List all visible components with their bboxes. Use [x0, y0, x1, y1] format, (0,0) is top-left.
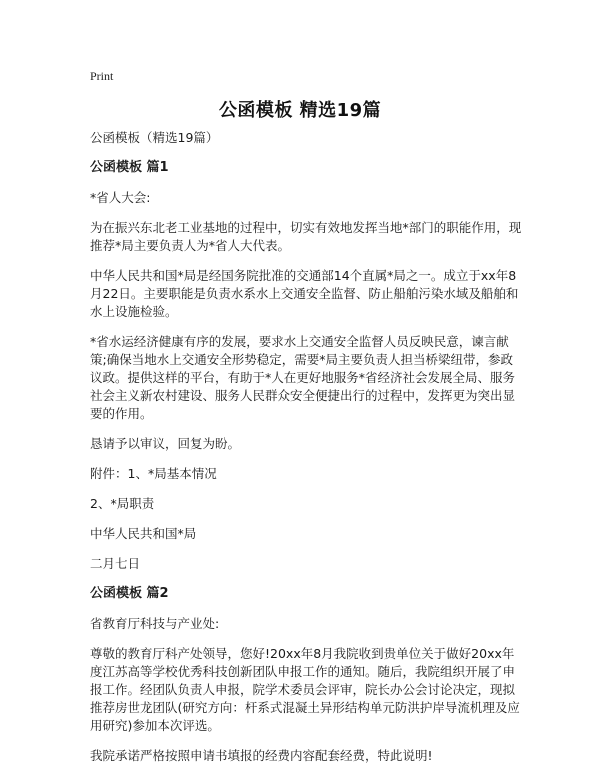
- paragraph: *省人大会:: [90, 190, 151, 205]
- print-label: Print: [90, 69, 114, 83]
- paragraph: 二月七日: [90, 556, 141, 571]
- paragraph: 附件：1、*局基本情况: [90, 466, 217, 481]
- paragraph: 尊敬的教育厅科产处领导，您好!20xx年8月我院收到贵单位关于做好20xx年度江苏高等学校优秀科技创新团队申报工作的通知。随后，我院组织开展了申报工作。经团队负责人申报，院学术委员会评审，院长办公会讨论决定，现拟推荐房世龙团队(研究方向：杆系式混凝土异形结构单元防洪护岸导流机理及应用研究)参加本次评选。: [90, 646, 520, 733]
- document-body: [90, 129, 522, 777]
- paragraph: 我院承诺严格按照申请书填报的经费内容配套经费，特此说明!: [90, 748, 433, 763]
- document-title: 公函模板 精选19篇: [218, 100, 382, 121]
- paragraph: 省教育厅科技与产业处:: [90, 616, 220, 631]
- paragraph: 为在振兴东北老工业基地的过程中，切实有效地发挥当地*部门的职能作用，现推荐*局主要负责人为*省人大代表。: [90, 220, 522, 253]
- paragraph: 恳请予以审议，回复为盼。: [90, 436, 241, 451]
- document-subtitle: 公函模板（精选19篇）: [90, 130, 219, 145]
- paragraph: *省水运经济健康有序的发展，要求水上交通安全监督人员反映民意，谏言献策;确保当地水上交通安全形势稳定，需要*局主要负责人担当桥梁纽带，参政议政。提供这样的平台，有助于*人在更好地服务*省经济社会发展全局、服务社会主义新农村建设、服务人民群众安全便捷出行的过程中，发挥更为突出显要的作用。: [90, 334, 516, 421]
- paragraph: 2、*局职责: [90, 496, 155, 511]
- paragraph: 中华人民共和国*局: [90, 526, 197, 541]
- section-heading: 公函模板 篇2: [90, 586, 169, 601]
- section-heading: 公函模板 篇1: [90, 160, 169, 175]
- paragraph: 中华人民共和国*局是经国务院批准的交通部14个直属*局之一。成立于xx年8月22日。主要职能是负责水系水上交通安全监督、防止船舶污染水域及船舶和水上设施检验。: [90, 268, 519, 319]
